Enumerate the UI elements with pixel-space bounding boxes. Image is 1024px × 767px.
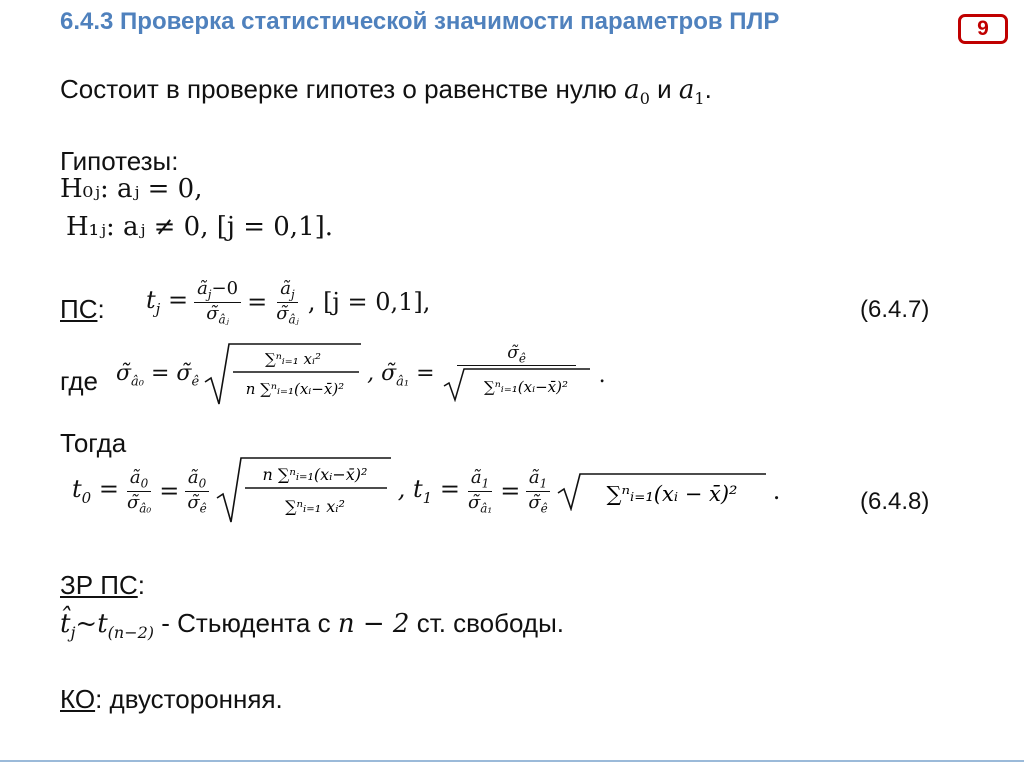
hypothesis-h0: H₀ⱼ: aⱼ = 0,	[60, 174, 203, 204]
svg-text:∑ⁿᵢ₌₁(xᵢ − x̄)²: ∑ⁿᵢ₌₁(xᵢ − x̄)²	[606, 482, 738, 506]
distribution-label-line	[60, 570, 145, 601]
sqrt-sign-1	[203, 342, 363, 408]
hypothesis-h1: H₁ⱼ: aⱼ ≠ 0, [j = 0,1].	[66, 212, 334, 242]
then-label: Тогда	[60, 428, 127, 458]
a0-symbol: $a_0$	[624, 75, 650, 109]
intro-connector: и	[657, 74, 672, 104]
bottom-divider	[0, 760, 1024, 762]
equation-number-6-4-7: (6.4.7)	[860, 296, 930, 323]
critical-region-label: КО	[60, 684, 96, 714]
intro-line	[60, 74, 712, 108]
statistic-tail: , [j = 0,1],	[307, 288, 431, 317]
sqrt-sign-4	[556, 471, 768, 511]
sigma-formulas: $\sigmã_{â_0}$ = $\sigmã_ê$ ∑ⁿᵢ₌₁ xᵢ² n ∑ⁿᵢ₌₁(xᵢ−x̄)² , $\sigmã_{â_1}$ = $\frac{\sigmã_ê}{\text{∑ⁿᵢ₌₁(xᵢ−x̄)²}}$ .	[116, 342, 606, 408]
svg-text:n ∑ⁿᵢ₌₁(xᵢ−x̄)²: n ∑ⁿᵢ₌₁(xᵢ−x̄)²	[262, 465, 368, 484]
where-label: где	[60, 366, 98, 396]
formula-6-4-7: $t_j$ = $\frac{ã_j-0}{\sigmã_{âⱼ}}$ = $\frac{ã_j}{\sigmã_{âⱼ}}$ , [j = 0,1],	[146, 278, 431, 327]
formula-6-4-8: $t_0$ = $\frac{ã_0}{\sigmã_{â_0}}$ = $\frac{ã_0}{\sigmã_ê}$ n ∑ⁿᵢ₌₁(xᵢ−x̄)² ∑ⁿᵢ₌₁ xᵢ² , $t_1$ = $\frac{ã_1}{\sigmã_{â_1}}$ = $\frac{ã_1}{\sigmã_ê}$ ∑ⁿᵢ₌₁(xᵢ − x̄)² .	[72, 456, 780, 526]
svg-text:∑ⁿᵢ₌₁ xᵢ²: ∑ⁿᵢ₌₁ xᵢ²	[284, 497, 345, 516]
svg-text:n ∑ⁿᵢ₌₁(xᵢ−x̄)²: n ∑ⁿᵢ₌₁(xᵢ−x̄)²	[245, 380, 345, 398]
intro-text: Состоит в проверке гипотез о равенстве нулю	[60, 74, 617, 104]
sqrt-sign-3	[215, 456, 393, 526]
t-hat-symbol: $t̂_j\sim t_{(n-2)}$	[60, 609, 155, 643]
statistic-colon: :	[97, 294, 105, 324]
svg-text:∑ⁿᵢ₌₁(xᵢ−x̄)²: ∑ⁿᵢ₌₁(xᵢ−x̄)²	[483, 378, 568, 397]
distribution-colon: :	[137, 570, 145, 600]
distribution-tail: ст. свободы.	[416, 608, 565, 638]
sqrt-sign-2	[442, 366, 592, 402]
distribution-text: - Стьюдента с	[161, 608, 331, 638]
statistic-label-line	[60, 294, 105, 325]
critical-region-text: двусторонняя.	[109, 684, 283, 714]
distribution-line	[60, 608, 564, 642]
intro-end: .	[704, 74, 712, 104]
slide-title: 6.4.3 Проверка статистической значимости параметров ПЛР	[60, 8, 780, 35]
slide-number-badge: 9	[958, 14, 1008, 44]
critical-region-colon: :	[95, 684, 103, 714]
critical-region-line	[60, 684, 283, 715]
distribution-label: ЗР ПС	[60, 570, 138, 600]
a1-symbol: $a_1$	[678, 75, 705, 109]
hypotheses-label: Гипотезы:	[60, 146, 179, 176]
n-minus-2: n − 2	[337, 609, 410, 639]
statistic-label: ПС	[60, 294, 98, 324]
equation-number-6-4-8: (6.4.8)	[860, 488, 930, 515]
svg-text:∑ⁿᵢ₌₁ xᵢ²: ∑ⁿᵢ₌₁ xᵢ²	[265, 350, 322, 368]
